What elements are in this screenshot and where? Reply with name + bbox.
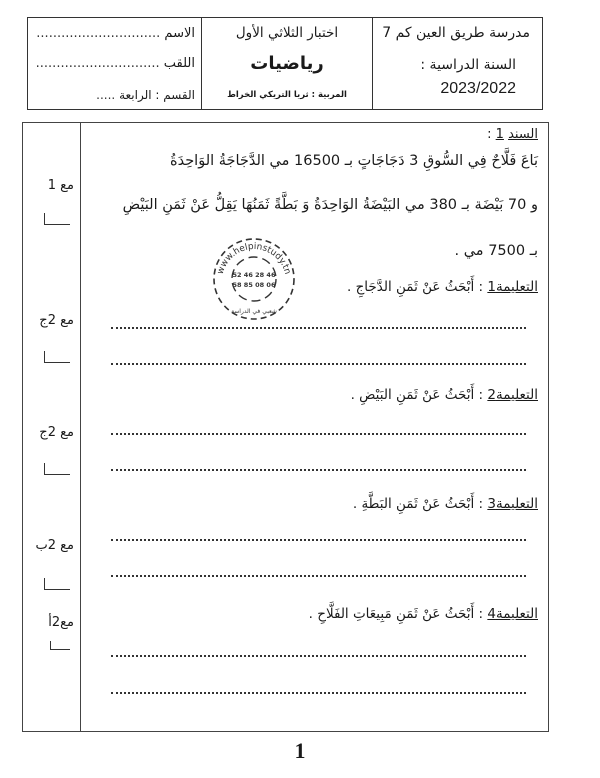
school-name: مدرسة طريق العين كم 7 (382, 25, 530, 41)
stamp-inner-ring (232, 257, 276, 301)
criterion-label: مع 2ج (39, 425, 74, 440)
task-number: 3 (487, 496, 496, 512)
sanad-colon: : (487, 127, 496, 142)
task-number: 1 (487, 279, 496, 295)
task-text: : أَبْحَثُ عَنْ ثَمَنِ مَبِيعَاتِ الفَلَّاحِ . (308, 606, 488, 622)
task-label: التعليمة (495, 387, 538, 403)
subject-title: رياضيات (250, 53, 324, 74)
criterion-label: مع 1 (47, 178, 74, 193)
surname-dots: .............................. (35, 56, 160, 71)
task-number: 4 (487, 606, 496, 622)
answer-line[interactable] (111, 327, 526, 329)
stamp-url: www.helpinstudy.tn (215, 241, 293, 276)
surname-label: اللقب (163, 56, 195, 71)
criterion-label: مع2أ (48, 615, 74, 630)
name-dots: .............................. (36, 26, 161, 41)
student-name-field[interactable] (36, 26, 195, 41)
answer-line[interactable] (111, 363, 526, 365)
teacher-name: المربية : ثريا التريكي الخراط (227, 90, 347, 100)
sanad-heading (487, 127, 538, 142)
class-dots: ..... (96, 88, 116, 102)
exam-header (27, 17, 543, 110)
task-label: التعليمة (495, 279, 538, 295)
criterion-score-mark (44, 351, 70, 363)
problem-text-line-3: بـ 7500 مي . (454, 243, 538, 259)
page-number: 1 (294, 738, 306, 763)
answer-line[interactable] (111, 469, 526, 471)
task-text: : أَبْحَثُ عَنْ ثَمَنِ البَطَّةِ . (352, 496, 488, 512)
stamp-slogan: شعبي في الدراسة (231, 308, 277, 315)
answer-line[interactable] (111, 433, 526, 435)
task-4 (309, 606, 538, 622)
task-label: التعليمة (495, 606, 538, 622)
criterion-score-mark (44, 213, 70, 225)
task-3 (353, 496, 538, 512)
task-1 (347, 279, 538, 295)
school-year-label: السنة الدراسية : (420, 57, 516, 73)
problem-text-line-1: بَاعَ فَلَّاحٌ فِي السُّوقِ 3 دَجَاجَاتٍ بـ 16500 مي الدَّجَاجَةُ الوَاحِدَةُ (170, 153, 538, 169)
answer-line[interactable] (111, 539, 526, 541)
task-text: : أَبْحَثُ عَنْ ثَمَنِ البَيْضِ . (350, 387, 488, 403)
criterion-score-mark (44, 463, 70, 475)
name-label: الاسم (164, 26, 195, 41)
sanad-label: السند (508, 127, 538, 142)
sanad-number: 1 (495, 127, 504, 142)
exercise-box (22, 122, 549, 732)
class-label: القسم : الرابعة (119, 88, 195, 102)
task-2 (351, 387, 538, 403)
task-text: : أَبْحَثُ عَنْ ثَمَنِ الدَّجَاجِ . (347, 279, 488, 295)
task-label: التعليمة (495, 496, 538, 512)
answer-line[interactable] (111, 575, 526, 577)
answer-line[interactable] (111, 692, 526, 694)
answer-line[interactable] (111, 655, 526, 657)
school-info-cell (373, 18, 542, 109)
stamp-phone-1: 52 46 28 46 (232, 271, 276, 279)
stamp-phone-2: 58 85 08 06 (232, 281, 276, 289)
school-year: 2023/2022 (440, 80, 516, 97)
watermark-stamp (212, 237, 296, 321)
criteria-column (23, 123, 81, 731)
student-class-field (96, 88, 195, 102)
problem-text-line-2: و 70 بَيْضَة بـ 380 مي البَيْضَةُ الوَاحِدَةُ وَ بَطَّةً ثَمَنُهَا يَقِلُّ عَنْ ثَمَنِ البَيْضِ (122, 197, 538, 213)
criterion-label: مع 2ج (39, 313, 74, 328)
criterion-score-mark (44, 578, 70, 590)
exam-info-cell (202, 18, 373, 109)
criterion-score-mark (50, 641, 70, 650)
task-number: 2 (487, 387, 496, 403)
exercise-content (81, 123, 548, 731)
student-surname-field[interactable] (36, 56, 195, 71)
student-info-cell (28, 18, 202, 109)
exam-title: اختبار الثلاثي الأول (235, 25, 339, 41)
criterion-label: مع 2ب (35, 538, 74, 553)
